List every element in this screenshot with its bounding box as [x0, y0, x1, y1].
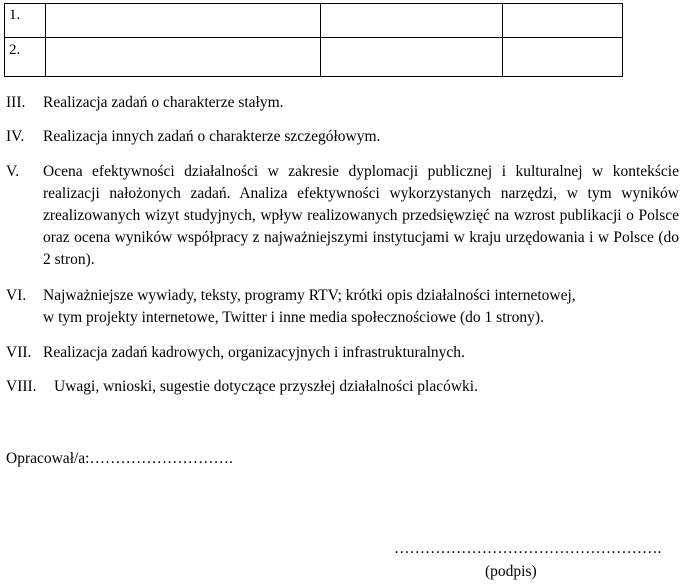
- row-number: 2.: [5, 38, 46, 77]
- section-text: Ocena efektywności działalności w zakresie dyplomacji publicznej i kulturalnej w kontekście realizacji nałożonych zadań. Analiza efektywności wykorzystanych narzędzi, w tym wyników zrealizowanych wizyt studyjnych, wpływ realizowanych przedsięwzięć na wzrost publikacji o Polsce oraz ocena wyników współpracy z najważniejszymi instytucjami w kraju urzędowania i w Polsce (do 2 stron).: [43, 163, 679, 268]
- table-row: [5, 4, 623, 38]
- section-text: Uwagi, wnioski, sugestie dotyczące przyszłej działalności placówki.: [54, 378, 478, 395]
- signature-line: …………………………………………….: [394, 540, 662, 557]
- section-numeral: VIII.: [6, 378, 37, 395]
- table-cell: [46, 38, 320, 77]
- section-numeral: V.: [6, 163, 20, 180]
- section-numeral: VI.: [6, 287, 27, 304]
- entries-table: [4, 3, 623, 77]
- section-text: [43, 285, 679, 329]
- section-numeral: III.: [6, 94, 26, 111]
- table-cell: [320, 4, 502, 38]
- section-text-line: Najważniejsze wywiady, teksty, programy RTV; krótki opis działalności internetowej,: [43, 287, 576, 304]
- table-cell: [502, 4, 622, 38]
- signature-label: (podpis): [485, 563, 537, 580]
- prepared-by: Opracował/a:……………………….: [6, 450, 233, 467]
- section-text: Realizacja zadań kadrowych, organizacyjnych i infrastrukturalnych.: [43, 344, 465, 361]
- table-cell: [320, 38, 502, 77]
- table-cell: [502, 38, 622, 77]
- section-text-line: w tym projekty internetowe, Twitter i inne media społecznościowe (do 1 strony).: [43, 309, 544, 326]
- section-text: Realizacja innych zadań o charakterze szczegółowym.: [43, 128, 381, 145]
- section-numeral: VII.: [6, 344, 32, 361]
- table-cell: [46, 4, 320, 38]
- row-number: 1.: [5, 4, 46, 38]
- section-text: Realizacja zadań o charakterze stałym.: [43, 94, 284, 111]
- table-row: [5, 38, 623, 77]
- section-numeral: IV.: [6, 128, 25, 145]
